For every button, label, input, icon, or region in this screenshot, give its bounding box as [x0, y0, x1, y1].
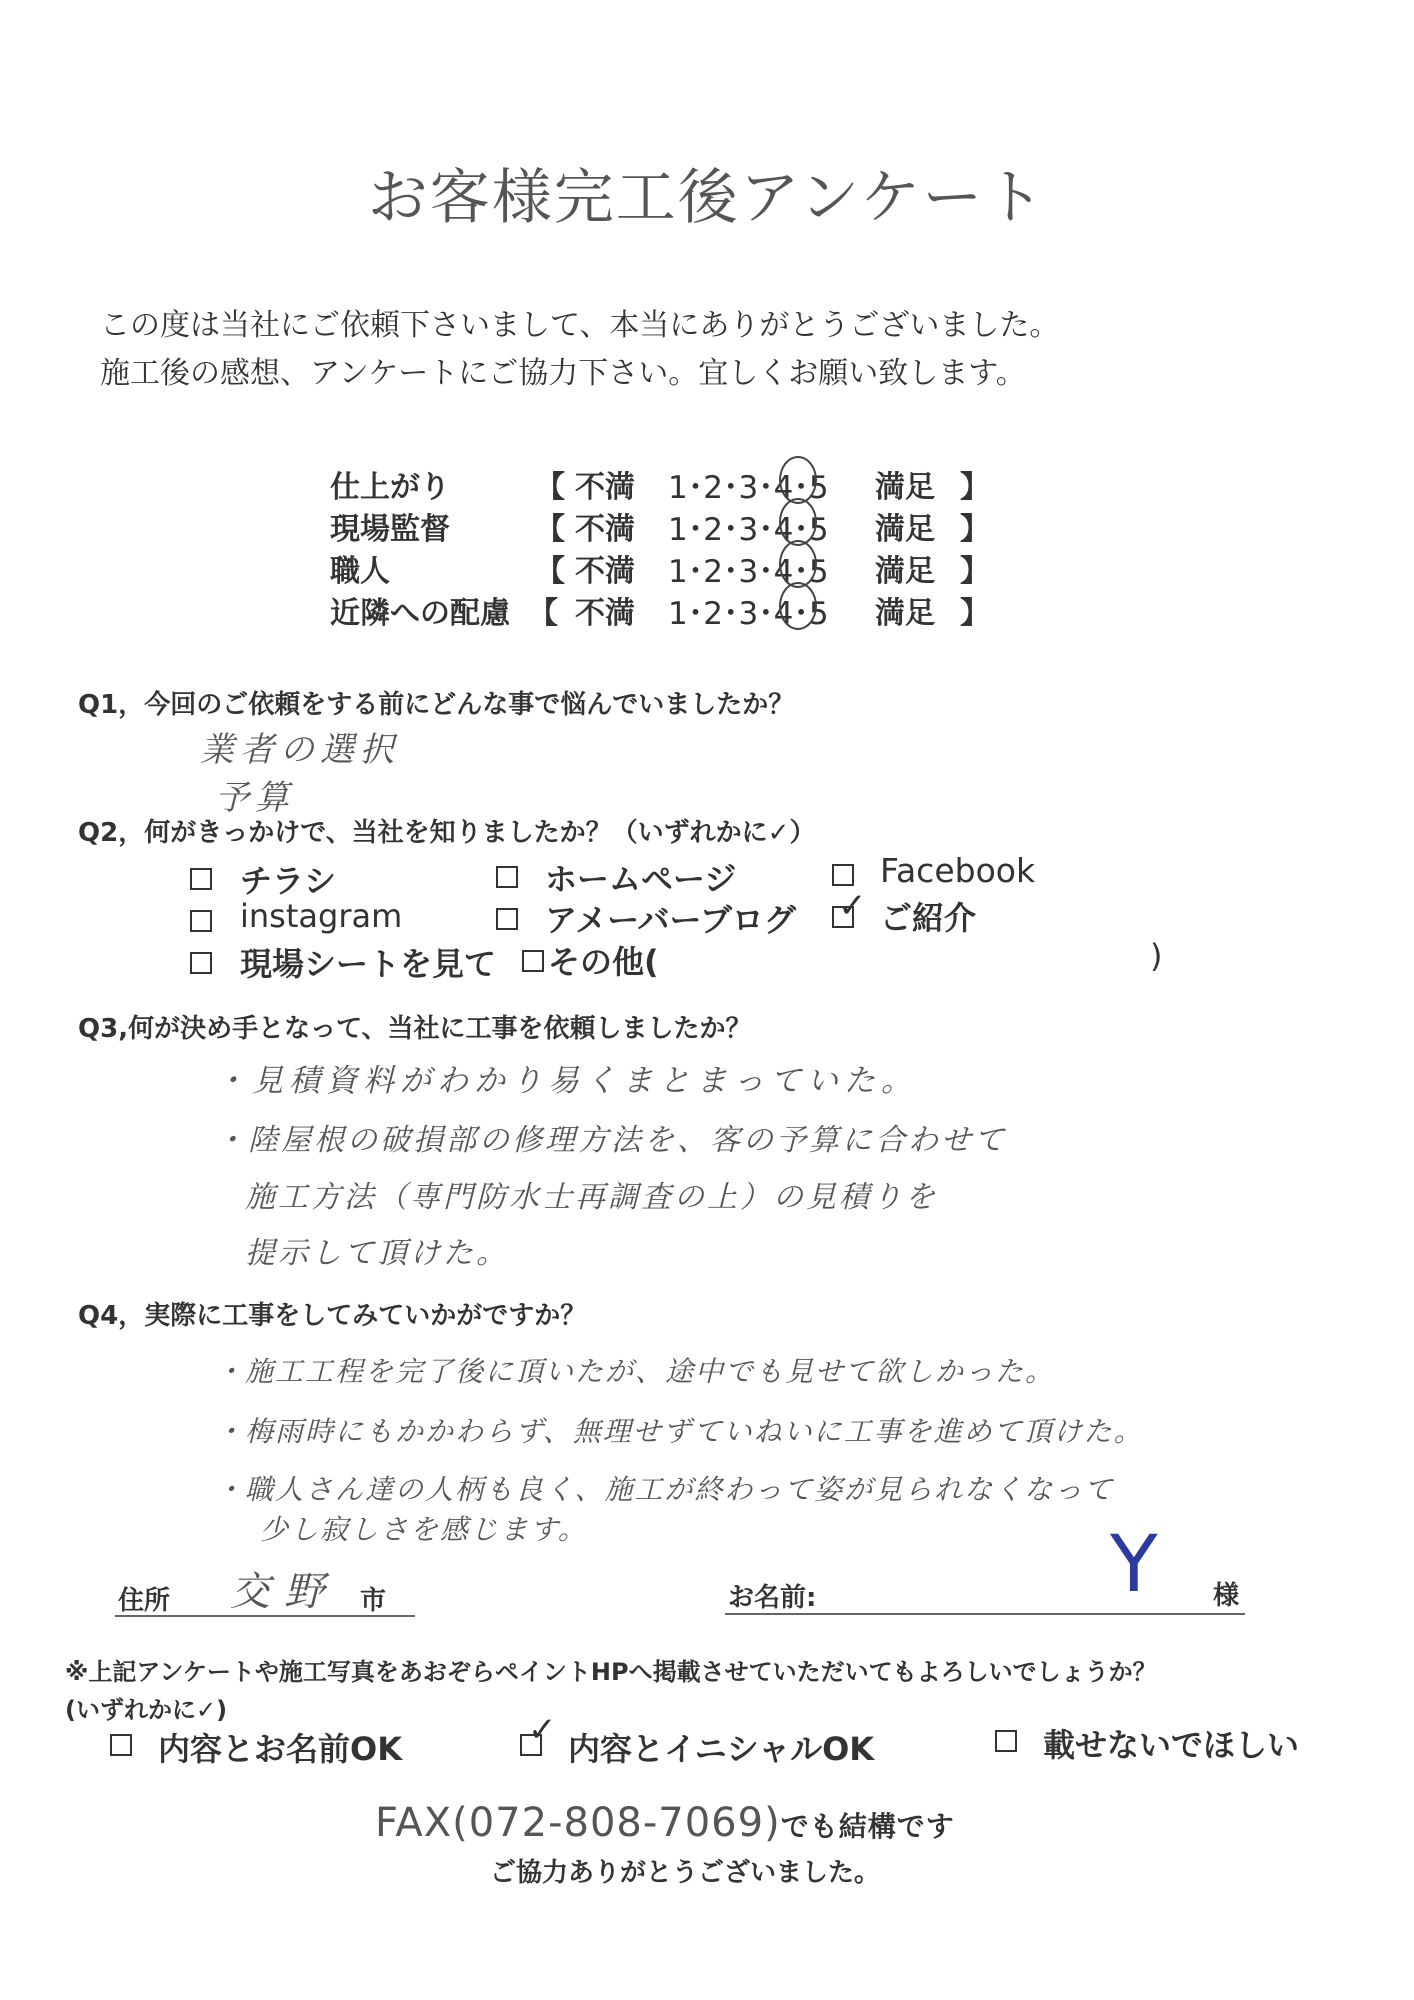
check-mark-icon: ✓ — [528, 1710, 557, 1750]
rating-row-craftsman — [330, 546, 990, 590]
honorific: 様 — [1213, 1581, 1240, 1611]
checkbox-site-sheet[interactable] — [190, 952, 212, 974]
checkbox-facebook[interactable] — [832, 864, 854, 886]
rating-high-label: 満足 — [875, 596, 935, 631]
option-referral: ご紹介 — [880, 899, 977, 937]
q4-answer: 少し寂しさを感じます。 — [260, 1513, 588, 1546]
rating-open-bracket: 【 — [535, 554, 565, 589]
option-ameba-blog: アメーバーブログ — [545, 901, 796, 939]
consent-option-none: 載せないでほしい — [1043, 1726, 1300, 1764]
rating-label: 現場監督 — [330, 512, 450, 547]
rating-high-label: 満足 — [875, 554, 935, 589]
fax-suffix: でも結構です — [780, 1810, 955, 1843]
checkbox-flyer[interactable] — [190, 868, 212, 890]
option-instagram: instagram — [240, 897, 403, 935]
rating-row-neighbors — [330, 588, 990, 632]
q4-answer: ・職人さん達の人柄も良く、施工が終わって姿が見られなくなって — [215, 1473, 1115, 1506]
option-homepage: ホームページ — [545, 860, 737, 898]
consent-option-initial: 内容とイニシャルOK — [568, 1730, 875, 1768]
q4-answer: ・梅雨時にもかかわらず、無理せずていねいに工事を進めて頂けた。 — [215, 1415, 1144, 1448]
rating-row-supervisor — [330, 504, 990, 548]
rating-close-bracket: 】 — [960, 512, 990, 547]
city-suffix: 市 — [360, 1586, 387, 1616]
option-flyer: チラシ — [240, 862, 337, 900]
q3-answer: ・陸屋根の破損部の修理方法を、客の予算に合わせて — [215, 1123, 1007, 1158]
option-facebook: Facebook — [880, 851, 1036, 890]
option-site-sheet: 現場シートを見て — [240, 945, 497, 983]
rating-row-finish — [330, 462, 990, 506]
rating-open-bracket: 【 — [535, 512, 565, 547]
option-other: その他( — [548, 943, 659, 981]
rating-selection-circle[interactable] — [779, 498, 817, 546]
q3-answer: 提示して頂けた。 — [245, 1236, 509, 1271]
name-value: Y — [1110, 1520, 1158, 1610]
name-label: お名前: — [728, 1583, 817, 1613]
checkbox-homepage[interactable] — [496, 866, 518, 888]
checkbox-consent-name[interactable] — [110, 1734, 132, 1756]
rating-selection-circle[interactable] — [779, 540, 817, 588]
fax-number: (072-808-7069) — [452, 1800, 781, 1846]
rating-scale: 1･2･3･4･5 — [668, 470, 829, 506]
fax-label — [375, 1800, 955, 1846]
check-mark-icon: ✓ — [838, 886, 867, 926]
rating-label: 職人 — [330, 554, 390, 589]
rating-low-label: 不満 — [575, 554, 635, 589]
consent-question: ※上記アンケートや施工写真をあおぞらペイントHPへ掲載させていただいてもよろしいでしょうか？ — [65, 1658, 1157, 1686]
rating-high-label: 満足 — [875, 512, 935, 547]
q3-answer: ・見積資料がわかり易くまとまっていた。 — [215, 1063, 918, 1099]
rating-scale: 1･2･3･4･5 — [668, 554, 829, 590]
consent-option-name: 内容とお名前OK — [158, 1730, 403, 1768]
address-underline — [115, 1615, 415, 1617]
address-label: 住所 — [118, 1586, 171, 1616]
rating-low-label: 不満 — [575, 512, 635, 547]
survey-title: お客様完工後アンケート — [367, 163, 1047, 233]
intro-line-2: 施工後の感想、アンケートにご協力下さい。宜しくお願い致します。 — [100, 356, 1026, 391]
rating-close-bracket: 】 — [960, 596, 990, 631]
q1-answer: 予算 — [215, 778, 295, 818]
fax-label-text: FAX — [375, 1800, 453, 1846]
rating-scale: 1･2･3･4･5 — [668, 596, 829, 632]
rating-close-bracket: 】 — [960, 554, 990, 589]
rating-low-label: 不満 — [575, 596, 635, 631]
consent-note: (いずれかに✓) — [65, 1696, 228, 1724]
intro-line-1: この度は当社にご依頼下さいまして、本当にありがとうございました。 — [100, 308, 1060, 343]
rating-close-bracket: 】 — [960, 470, 990, 505]
option-other-close: ) — [1150, 937, 1163, 975]
q3-answer: 施工方法（専門防水士再調査の上）の見積りを — [245, 1180, 938, 1215]
rating-open-bracket: 【 — [535, 470, 565, 505]
q2-question: Q2，何がきっかけで、当社を知りましたか？（いずれかに✓） — [78, 818, 816, 848]
rating-low-label: 不満 — [575, 470, 635, 505]
rating-selection-circle[interactable] — [779, 582, 817, 630]
rating-label: 近隣への配慮 — [330, 596, 510, 631]
address-value: 交野 — [230, 1569, 338, 1615]
q4-answer: ・施工工程を完了後に頂いたが、途中でも見せて欲しかった。 — [215, 1355, 1056, 1388]
q4-question: Q4，実際に工事をしてみていかがですか？ — [78, 1301, 587, 1331]
rating-label: 仕上がり — [330, 470, 450, 505]
rating-high-label: 満足 — [875, 470, 935, 505]
q3-question: Q3,何が決め手となって、当社に工事を依頼しましたか？ — [78, 1014, 752, 1044]
checkbox-consent-none[interactable] — [995, 1730, 1017, 1752]
q1-question: Q1，今回のご依頼をする前にどんな事で悩んでいましたか？ — [78, 690, 795, 720]
name-underline — [725, 1613, 1245, 1615]
q1-answer: 業者の選択 — [200, 730, 400, 770]
rating-open-bracket: 【 — [528, 596, 558, 631]
thanks-text: ご協力ありがとうございました。 — [490, 1858, 881, 1888]
checkbox-ameba-blog[interactable] — [496, 908, 518, 930]
rating-selection-circle[interactable] — [779, 456, 817, 504]
checkbox-other[interactable] — [522, 950, 544, 972]
rating-scale: 1･2･3･4･5 — [668, 512, 829, 548]
checkbox-instagram[interactable] — [190, 910, 212, 932]
